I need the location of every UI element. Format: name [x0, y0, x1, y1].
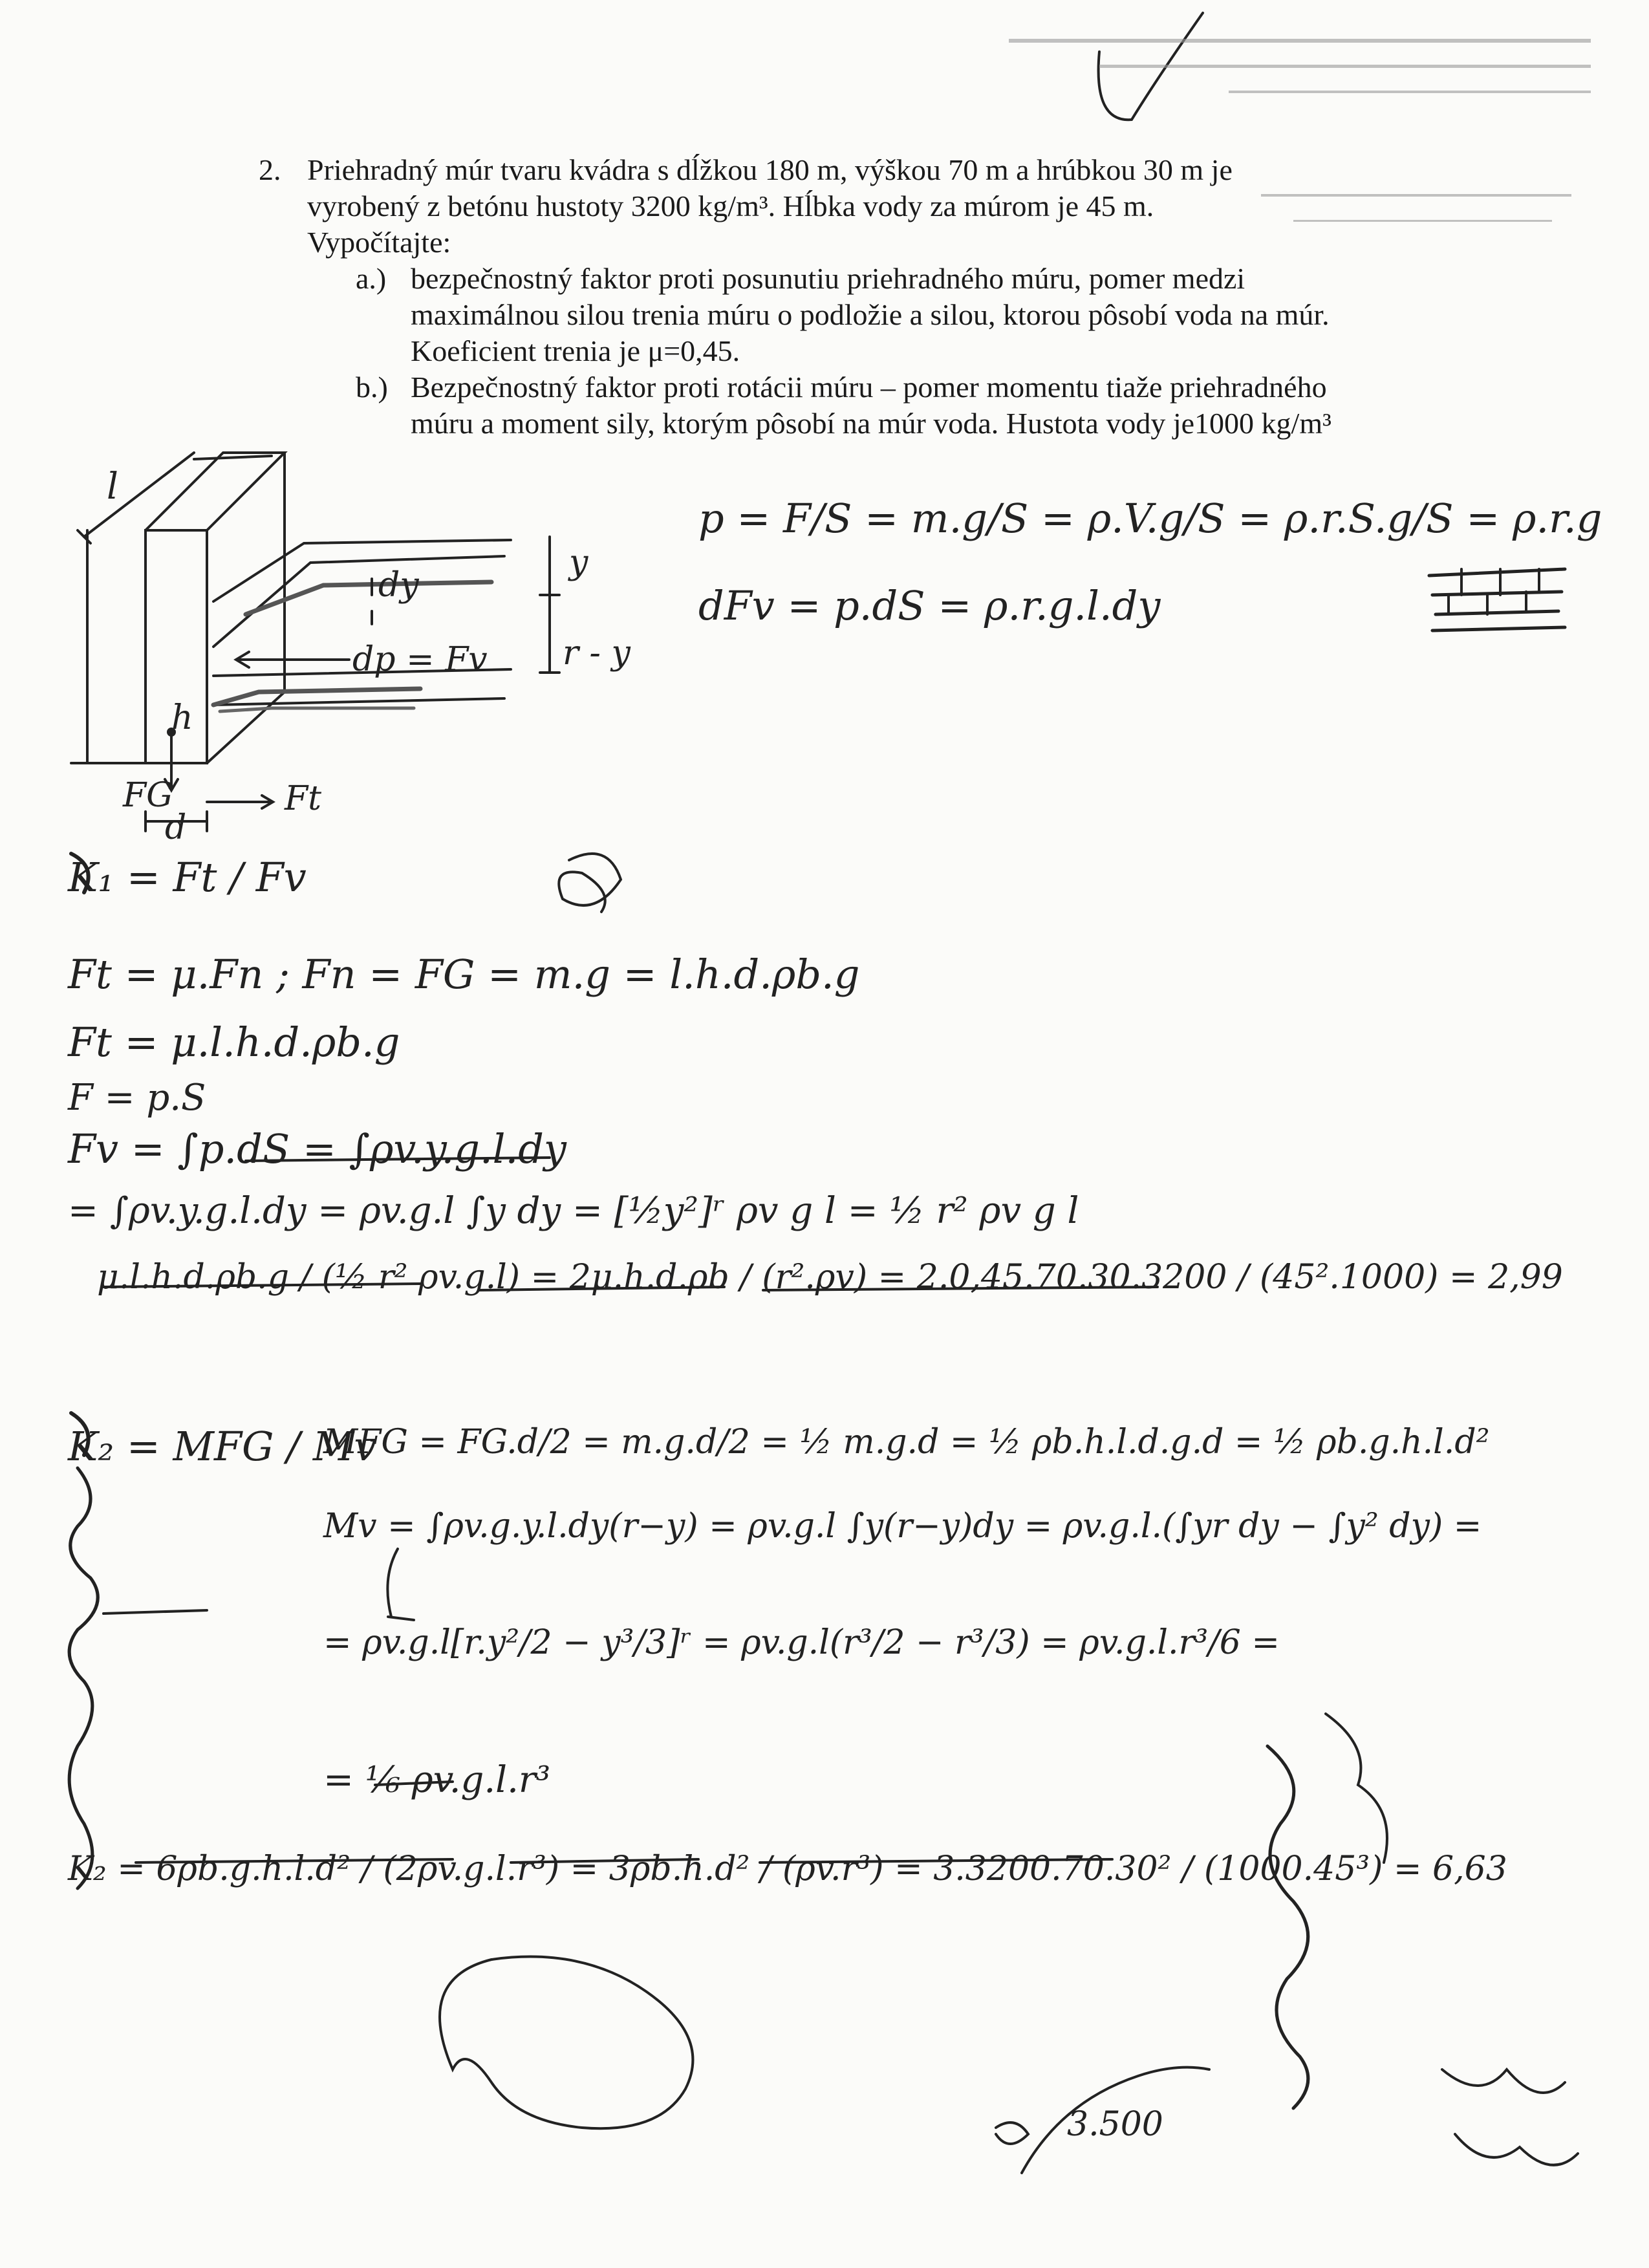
diagram-label-l: l	[107, 466, 118, 508]
mv-formula: Mv = ∫ρv.g.y.l.dy(r−y) = ρv.g.l ∫y(r−y)dy = ρv.g.l.(∫yr dy − ∫y² dy) =	[323, 1507, 1482, 1546]
mv-formula-3: = ⅙ ρv.g.l.r³	[323, 1759, 551, 1801]
problem-line-2: vyrobený z betónu hustoty 3200 kg/m³. Hĺbka vody za múrom je 45 m.	[307, 189, 1154, 222]
k2-result: K₂ = 6ρb.g.h.l.d² / (2ρv.g.l.r³) = 3ρb.h.d² / (ρv.r³) = 3.3200.70.30² / (1000.45³) = 6,63	[68, 1850, 1507, 1888]
ft-formula: Ft = μ.Fn ; Fn = FG = m.g = l.h.d.ρb.g	[68, 951, 860, 998]
part-a-line-2: maximálnou silou trenia múru o podložie a silou, ktorou pôsobí voda na múr.	[411, 298, 1330, 331]
part-b-line-2: múru a moment sily, ktorým pôsobí na múr voda. Hustota vody je1000 kg/m³	[411, 407, 1331, 440]
diagram-label-dp: dp = Fv	[352, 640, 488, 679]
mfg-formula: MFG = FG.d/2 = m.g.d/2 = ½ m.g.d = ½ ρb.h.l.d.g.d = ½ ρb.g.h.l.d²	[323, 1423, 1490, 1462]
part-b-line-1: Bezpečnostný faktor proti rotácii múru – pomer momentu tiaže priehradného	[411, 371, 1327, 404]
ft-formula-2: Ft = μ.l.h.d.ρb.g	[68, 1019, 400, 1066]
fv-integral: = ∫ρv.y.g.l.dy = ρv.g.l ∫y dy = [½y²]ʳ ρv g l = ½ r² ρv g l	[68, 1190, 1079, 1232]
dfv-formula: dFv = p.dS = ρ.r.g.l.dy	[698, 582, 1161, 629]
dam-top-face	[146, 453, 285, 530]
dam-side-face	[207, 453, 285, 763]
problem-number: 2.	[259, 153, 281, 186]
part-a-line-1: bezpečnostný faktor proti posunutiu priehradného múru, pomer medzi	[411, 262, 1245, 295]
diagram-label-r-minus-y: r - y	[563, 634, 630, 673]
force-formula: F = p.S	[68, 1077, 206, 1119]
mv-formula-2: = ρv.g.l[r.y²/2 − y³/3]ʳ = ρv.g.l(r³/2 − r³/3) = ρv.g.l.r³/6 =	[323, 1623, 1280, 1662]
problem-line-1: Priehradný múr tvaru kvádra s dĺžkou 180 m, výškou 70 m a hrúbkou 30 m je	[307, 153, 1233, 186]
diagram-label-dy: dy	[378, 566, 419, 605]
k1-definition: K₁ = Ft / Fv	[68, 854, 307, 901]
part-a-line-3: Koeficient trenia je μ=0,45.	[411, 334, 740, 367]
diagram-label-fg: FG	[123, 776, 173, 815]
diagram-label-h: h	[171, 698, 193, 737]
problem-line-3: Vypočítajte:	[307, 226, 451, 259]
k2-definition: K₂ = MFG / Mv	[68, 1423, 377, 1470]
k1-result: μ.l.h.d.ρb.g / (½ r² ρv.g.l) = 2μ.h.d.ρb / (r².ρv) = 2.0,45.70.30.3200 / (45².1000) = 2,99	[97, 1258, 1563, 1297]
diagram-label-d: d	[165, 808, 187, 847]
margin-note: 3.500	[1067, 2105, 1163, 2144]
part-a-label: a.)	[356, 262, 387, 295]
part-b-label: b.)	[356, 371, 388, 404]
diagram-label-ft: Ft	[285, 779, 321, 818]
pressure-formula: p = F/S = m.g/S = ρ.V.g/S = ρ.r.S.g/S = ρ.r.g	[698, 495, 1602, 542]
fv-formula: Fv = ∫p.dS = ∫ρv.y.g.l.dy	[68, 1125, 566, 1172]
diagram-label-y: y	[569, 543, 588, 582]
